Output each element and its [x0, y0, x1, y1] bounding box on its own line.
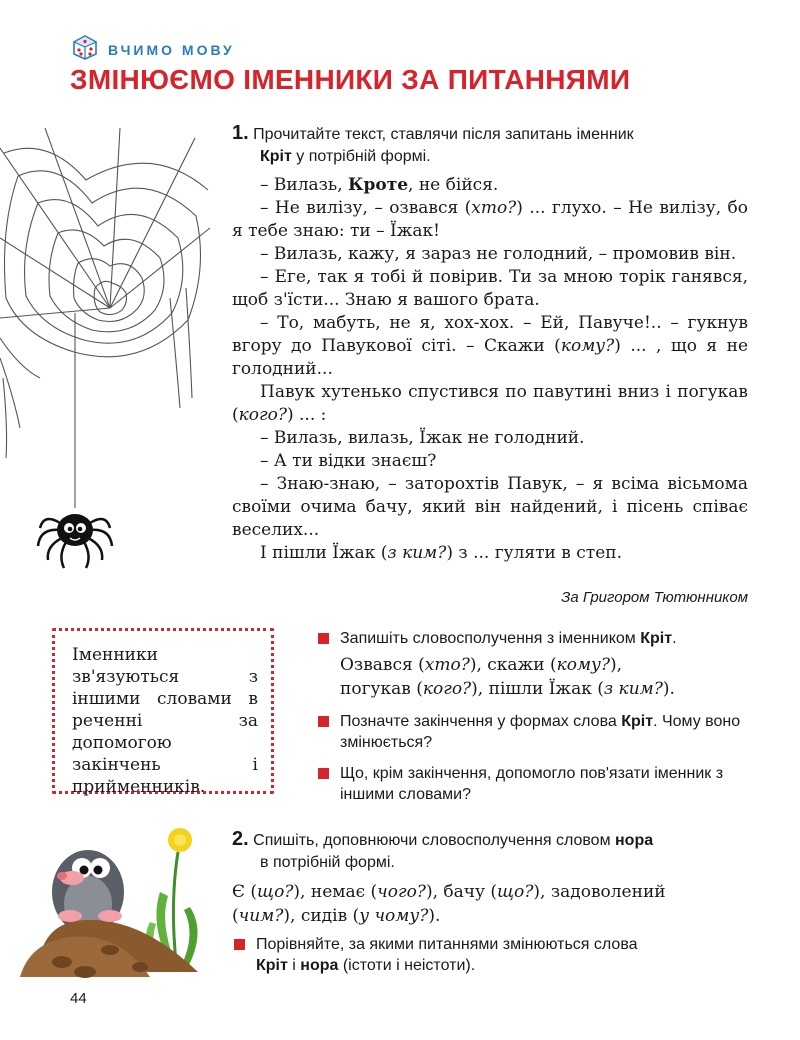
story-text: – Вилазь, Кроте, не бійся. – Не вилізу, – озвався (хто?) ... глухо. – Не вилізу, бо я тебе знаю: ти – Їжак! – Вилазь, кажу, я зараз не голодний, – промовив він. – Еге, так я тобі й повірив. Ти за мною торік ганявся, щоб з'їсти... Знаю я вашого брата. – То, мабуть, не я, хох-хох. – Ей, Павуче!.. – гукнув вгору до Павукової сіті. – Скажи (кому?) ... , що я не голодний... Павук хутенько спустився по павутині вниз і погукав (кого?) ... : – Вилазь, вилазь, Їжак не голодний. – А ти відки знаєш? – Знаю-знаю, – заторохтів Павук, – я всіма вісьмома своїми очима бачу, який він найдений, і пісень співає веселих... І пішли Їжак (з ким?) з ... гуляти в степ.	[232, 175, 749, 563]
section-label: ВЧИМО МОВУ	[108, 41, 235, 58]
task-1-instruction: 1. Прочитайте текст, ставлячи після запитань іменник Кріт у потрібній формі.	[232, 122, 634, 165]
section-header	[72, 34, 235, 65]
task-2-subtask	[232, 934, 752, 986]
bullet-square-icon	[318, 768, 329, 779]
task-2-instruction: 2. Спишіть, доповнюючи словосполучення словом нора в потрібній формі.	[232, 828, 654, 871]
spider-icon	[38, 514, 112, 568]
spider-web-illustration	[0, 128, 215, 593]
page-title: ЗМІНЮЄМО ІМЕННИКИ ЗА ПИТАННЯМИ	[70, 64, 631, 95]
list-item: Позначте закінчення у формах слова Кріт. Чому воно змінюється?	[316, 711, 752, 753]
list-item: Порівняйте, за якими питаннями змінюються слова Кріт і нора (істоти і неістоти).	[232, 934, 752, 976]
story-author: За Григором Тютюнником	[561, 589, 748, 606]
bullet-square-icon	[318, 716, 329, 727]
task-1-subtasks	[316, 628, 752, 815]
task-2-phrases: Є (що?), немає (чого?), бачу (що?), задоволений (чим?), сидів (у чому?).	[232, 882, 666, 926]
list-item: Запишіть словосполучення з іменником Кріт. Озвався (хто?), скажи (кому?), погукав (кого?), пішли Їжак (з ким?).	[316, 628, 752, 701]
bullet-square-icon	[318, 633, 329, 644]
phrases: Озвався (хто?), скажи (кому?), погукав (кого?), пішли Їжак (з ким?).	[340, 655, 675, 699]
dice-icon	[72, 34, 98, 65]
task-2-number: 2.	[232, 828, 249, 850]
page-number: 44	[70, 990, 87, 1007]
list-item: Що, крім закінчення, допомогло пов'язати іменник з іншими словами?	[316, 763, 752, 805]
task-1-number: 1.	[232, 122, 249, 144]
rule-note-text: Іменники зв'язуються з іншими словами в реченні за допомогою закінчень і прийменників.	[72, 645, 258, 797]
bullet-square-icon	[234, 939, 245, 950]
mole-illustration	[0, 812, 215, 987]
